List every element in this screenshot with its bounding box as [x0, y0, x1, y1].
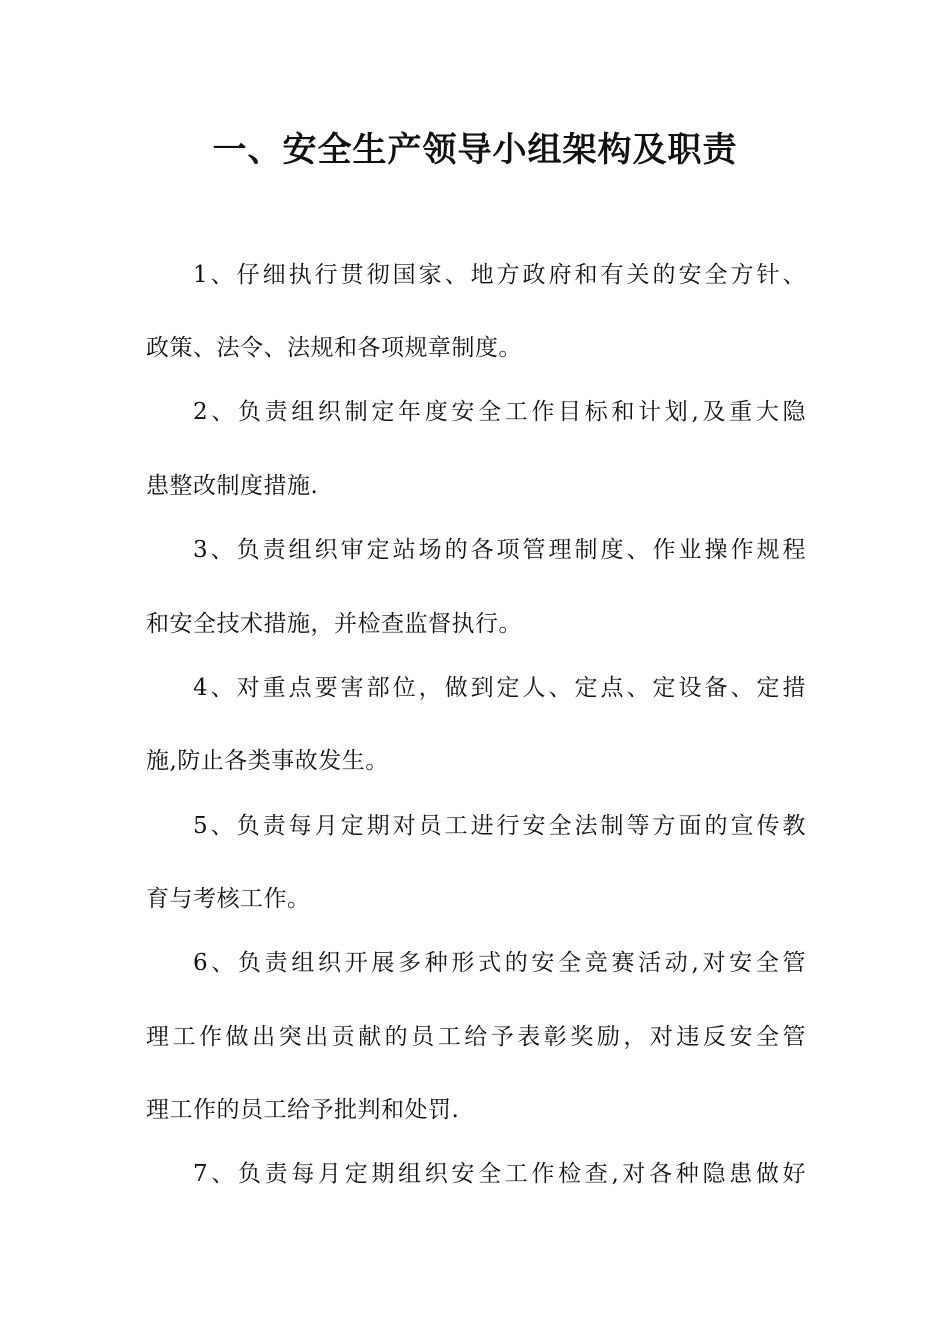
paragraph-5-line-1: 5、负责每月定期对员工进行安全法制等方面的宣传教	[193, 813, 806, 839]
paragraph-2-line-2: 患整改制度措施.	[146, 473, 319, 499]
page-title: 一、安全生产领导小组架构及职责	[212, 130, 738, 170]
paragraph-3-line-2: 和安全技术措施，并检查监督执行。	[146, 611, 522, 637]
paragraph-4-line-1: 4、对重点要害部位，做到定人、定点、定设备、定措	[193, 675, 806, 701]
paragraph-6-line-2: 理工作做出突出贡献的员工给予表彰奖励，对违反安全管	[146, 1024, 806, 1050]
paragraph-4-line-2: 施,防止各类事故发生。	[146, 748, 389, 774]
paragraph-6-line-3: 理工作的员工给予批判和处罚.	[146, 1097, 460, 1123]
paragraph-3-line-1: 3、负责组织审定站场的各项管理制度、作业操作规程	[193, 537, 806, 563]
paragraph-5-line-2: 育与考核工作。	[146, 886, 311, 912]
paragraph-7-line-1: 7、负责每月定期组织安全工作检查,对各种隐患做好	[193, 1161, 806, 1187]
paragraph-6-line-1: 6、负责组织开展多种形式的安全竞赛活动,对安全管	[193, 950, 806, 976]
paragraph-1-line-1: 1、仔细执行贯彻国家、地方政府和有关的安全方针、	[193, 262, 806, 288]
paragraph-1-line-2: 政策、法令、法规和各项规章制度。	[146, 335, 522, 361]
paragraph-2-line-1: 2、负责组织制定年度安全工作目标和计划,及重大隐	[193, 399, 806, 425]
